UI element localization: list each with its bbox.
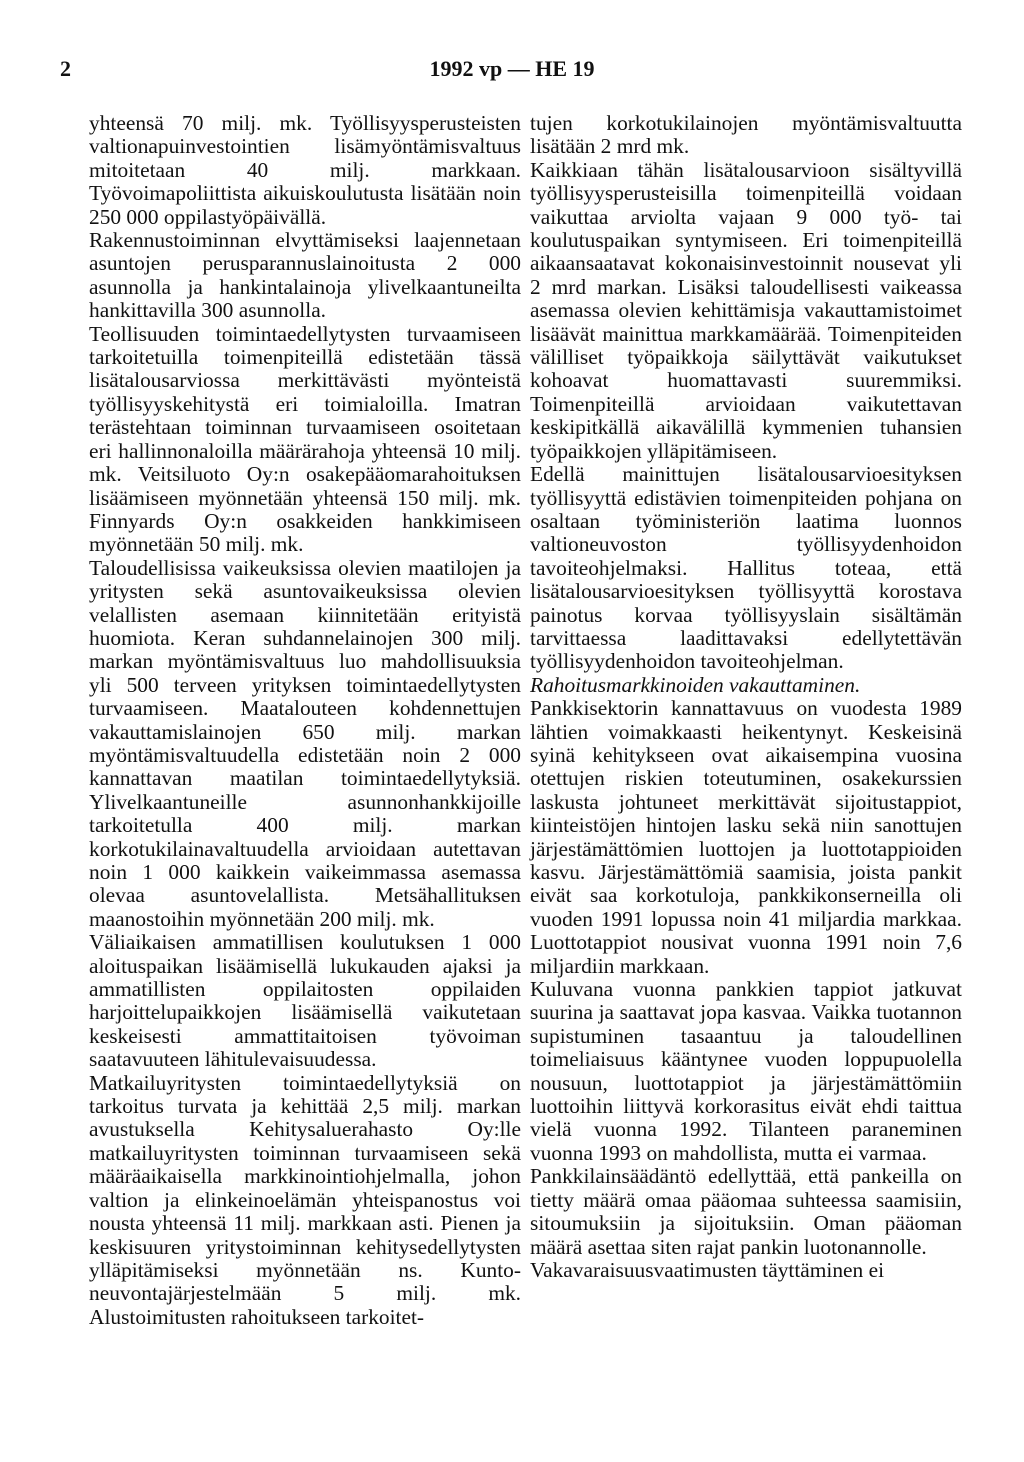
paragraph: yhteensä 70 milj. mk. Työllisyysperusteisten valtionapuinvestointien lisämyöntämisvaltuus mitoitetaan 40 milj. markkaan. Työvoimapoliittista aikuiskoulutusta lisätään noin 250 000 oppilastyöpäivällä. (89, 111, 521, 229)
running-title: 1992 vp — HE 19 (429, 56, 595, 81)
right-column (530, 112, 962, 1282)
paragraph: Taloudellisissa vaikeuksissa olevien maatilojen ja yritysten sekä asuntovaikeuksissa olevien velallisten asemaan kiinnitetään erityistä huomiota. Keran suhdannelainojen 300 milj. markan myöntämisvaltuus luo mahdollisuuksia yli 500 terveen yrityksen toimintaedellytysten turvaamiseen. Maatalouteen kohdennettujen vakauttamislainojen 650 milj. markan myöntämisvaltuudella edistetään noin 2 000 kannattavan maatilan toimintaedellytyksiä. Ylivelkaantuneille asunnonhankkijoille tarkoitetulla 400 milj. markan korkotukilainavaltuudella arvioidaan autettavan noin 1 000 kaikkein vaikeimmassa asemassa olevaa asuntovelallista. Metsähallituksen maanostoihin myönnetään 200 milj. mk. (89, 555, 521, 931)
left-column (89, 112, 521, 1329)
paragraph-continuation: tujen korkotukilainojen myöntämisvaltuutta lisätään 2 mrd mk. (530, 111, 962, 159)
paragraph: Matkailuyritysten toimintaedellytyksiä on tarkoitus turvata ja kehittää 2,5 milj. markan avustuksella Kehitysaluerahasto Oy:lle matkailuyritysten toiminnan turvaamiseen sekä määräaikaisella markkinointiohjelmalla, johon valtion ja elinkeinoelämän yhteispanostus voi nousta yhteensä 11 milj. markkaan asti. Pienen ja keskisuuren yritystoiminnan kehitysedellytysten ylläpitämiseksi myönnetään ns. Kunto-neuvontajärjestelmään 5 milj. mk. Alustoimitusten rahoitukseen tarkoitet- (89, 1070, 521, 1329)
paragraph: Kuluvana vuonna pankkien tappiot jatkuvat suurina ja saattavat jopa kasvaa. Vaikka tuotannon supistuminen tasaantuu ja taloudellinen toimeliaisuus kääntynee vuoden loppupuolella nousuun, luottotappiot ja järjestämättömiin luottoihin liittyvä korkorasitus eivät ehdi taittua vielä vuonna 1992. Tilanteen paraneminen vuonna 1993 on mahdollista, mutta ei varmaa. (530, 977, 962, 1165)
paragraph: Vakavaraisuusvaatimusten täyttäminen ei (530, 1257, 885, 1282)
paragraph: Edellä mainittujen lisätalousarvioesityksen työllisyyttä edistävien toimenpiteiden pohjana on osaltaan työministeriön laatima luonnos valtioneuvoston työllisyydenhoidon tavoiteohjelmaksi. Hallitus toteaa, että lisätalousarvioesityksen työllisyyttä korostava painotus korvaa työllisyyslain sisältämän tarvittaessa laadittavaksi edellytettävän työllisyydenhoidon tavoiteohjelman. (530, 462, 962, 674)
paragraph: Pankkisektorin kannattavuus on vuodesta 1989 lähtien voimakkaasti heikentynyt. Keskeisinä syinä kehitykseen ovat aikaisempina vuosina otettujen riskien toteutuminen, osakekurssien laskusta johtuneet merkittävät sijoitustappiot, kiinteistöjen hintojen lasku sekä niin sanottujen järjestämättömien luottojen ja luottotappioiden kasvu. Järjestämättömiä saamisia, joista pankit eivät saa korkotuloja, pankkikonserneilla oli vuoden 1991 lopussa noin 41 miljardia markkaa. Luottotappiot nousivat vuonna 1991 noin 7,6 miljardiin markkaan. (530, 696, 962, 978)
page-header (0, 56, 1024, 86)
page-number: 2 (60, 56, 71, 81)
paragraph: Kaikkiaan tähän lisätalousarvioon sisältyvillä työllisyysperusteisilla toimenpiteillä voidaan vaikuttaa arviolta vajaan 9 000 työ- tai koulutuspaikan syntymiseen. Eri toimenpiteillä aikaansaatavat kokonaisinvestoinnit nousevat yli 2 mrd markan. Lisäksi taloudellisesti vaikeassa asemassa olevien kehittämisja vakauttamistoimet lisäävät mainittua markkamäärää. Toimenpiteiden välilliset työpaikkoja säilyttävät vaikutukset kohoavat huomattavasti suuremmiksi. Toimenpiteillä arvioidaan vaikutettavan keskipitkällä aikavälillä kymmenien tuhansien työpaikkojen ylläpitämiseen. (530, 157, 962, 463)
paragraph: Rakennustoiminnan elvyttämiseksi laajennetaan asuntojen perusparannuslainoitusta 2 000 asunnolla ja hankintalainoja ylivelkaantuneilta hankittavilla 300 asunnolla. (89, 228, 521, 323)
paragraph: Pankkilainsäädäntö edellyttää, että pankeilla on tietty määrä omaa pääomaa suhteessa saamisiin, sitoumuksiin ja sijoituksiin. Oman pääoman määrä asettaa siten rajat pankin luotonannolle. (530, 1164, 962, 1259)
paragraph: Teollisuuden toimintaedellytysten turvaamiseen tarkoitetuilla toimenpiteillä edistetään tässä lisätalousarviossa merkittävästi myönteistä työllisyyskehitystä eri toimialoilla. Imatran terästehtaan toiminnan turvaamiseen osoitetaan eri hallinnonaloilla määrärahoja yhteensä 10 milj. mk. Veitsiluoto Oy:n osakepääomarahoituksen lisäämiseen myönnetään yhteensä 150 milj. mk. Finnyards Oy:n osakkeiden hankkimiseen myönnetään 50 milj. mk. (89, 321, 521, 557)
section-heading: Rahoitusmarkkinoiden vakauttaminen. (530, 672, 861, 697)
paragraph: Väliaikaisen ammatillisen koulutuksen 1 000 aloituspaikan lisäämisellä lukukauden ajaksi ja ammatillisten oppilaitosten oppilaiden harjoittelupaikkojen lisäämisellä vaikutetaan keskeisesti ammattitaitoisen työvoiman saatavuuteen lähitulevaisuudessa. (89, 930, 521, 1072)
